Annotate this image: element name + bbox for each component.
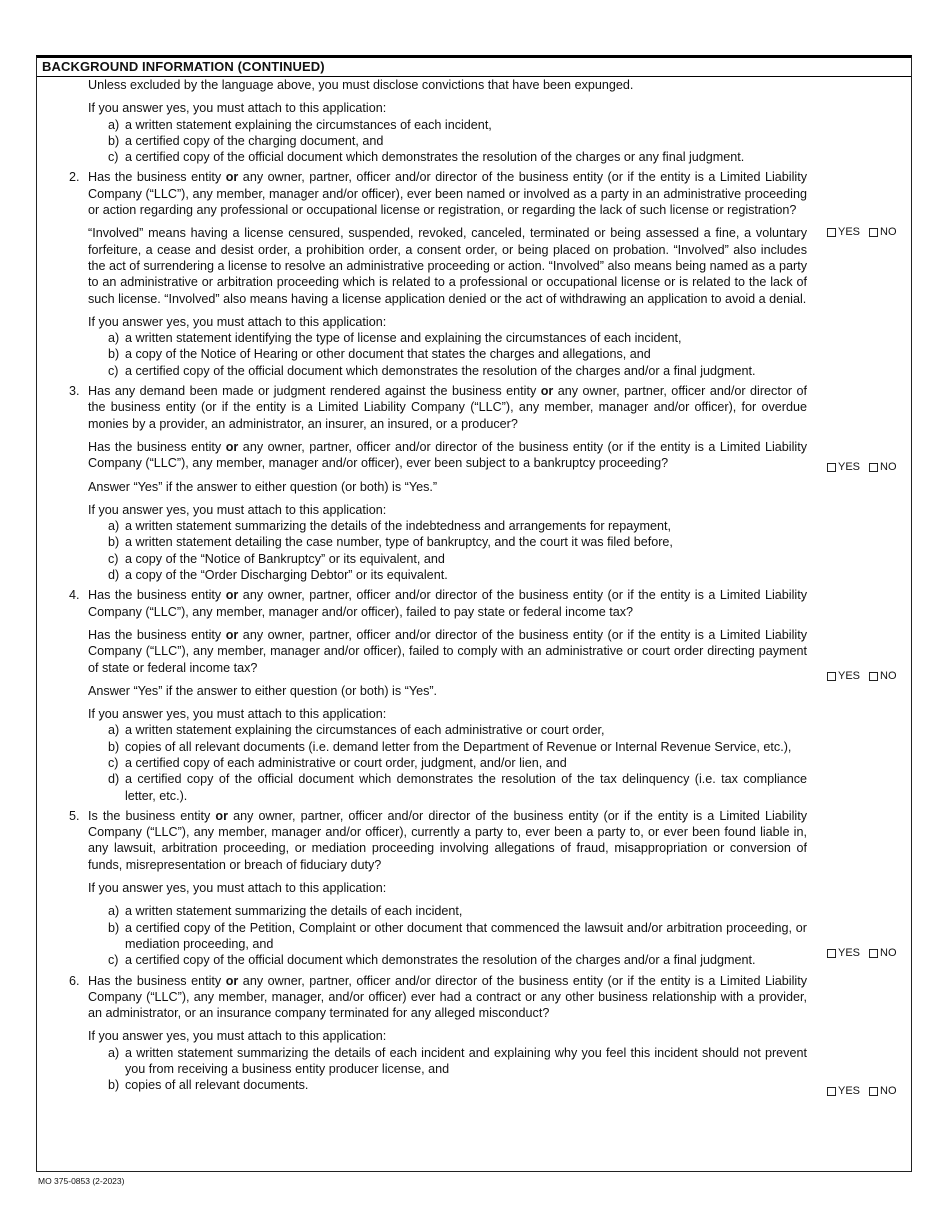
question-text: Is the business entity or any owner, partner, officer and/or director of the business entity (or if the entity is a Limited Liability Company (“LLC”), any member, manager and/or officer), currently a party to, ever been a party to, or ever been found liable in, any lawsuit, arbitration proceeding, or mediation proceeding involving allegations of fraud, misappropriation or conversion of funds, misrepresentation or breach of fiduciary duty? (88, 808, 807, 872)
yes-label: YES (838, 1085, 861, 1097)
question-number: 4. (69, 588, 80, 603)
no-label: NO (880, 226, 897, 238)
attachment-list-item (88, 1045, 807, 1078)
list-item-label: c) (108, 363, 119, 378)
q3-yes-no (827, 461, 897, 473)
attachment-list-item (88, 117, 807, 133)
list-item-label: c) (108, 953, 119, 968)
questions-column (69, 77, 807, 1094)
list-item-text: a certified copy of the official document which demonstrates the resolution of the charges and/or a final judgment. (125, 363, 756, 378)
yes-label: YES (838, 226, 861, 238)
no-label: NO (880, 947, 897, 959)
question-3 (69, 383, 807, 432)
q2-yes-no (827, 226, 897, 238)
question-number: 3. (69, 384, 80, 399)
list-item-label: a) (108, 331, 120, 346)
q6-attach-lead: If you answer yes, you must attach to this application: (88, 1029, 387, 1044)
q3-no-checkbox[interactable] (869, 463, 878, 472)
q5-no-checkbox[interactable] (869, 949, 878, 958)
list-item-label: c) (108, 551, 119, 566)
q4-no-checkbox[interactable] (869, 672, 878, 681)
list-item-label: b) (108, 1078, 120, 1093)
list-item-label: b) (108, 920, 120, 935)
list-item-text: copies of all relevant documents. (125, 1078, 309, 1093)
no-label: NO (880, 670, 897, 682)
q6-yes-checkbox[interactable] (827, 1087, 836, 1096)
attachment-list-item (88, 722, 807, 738)
list-item-text: a copy of the “Order Discharging Debtor” or its equivalent. (125, 568, 448, 583)
question-text: Has the business entity or any owner, partner, officer and/or director of the business entity (or if the entity is a Limited Liability Company (“LLC”), any member, manager and/or officer), failed to pay state or federal income tax? (88, 588, 807, 619)
list-item-label: b) (108, 347, 120, 362)
question-6 (69, 973, 807, 1022)
question-text: Has the business entity or any owner, partner, officer and/or director of the business entity (or if the entity is a Limited Liability Company (“LLC”), any member, manager, and/or officer) ever had a contract or any other business relationship with a provider, an administrator, or an insurance company terminated for any alleged misconduct? (88, 973, 807, 1021)
q4-yes-no (827, 670, 897, 682)
q3-attach-list (88, 518, 807, 583)
attachment-list-item (88, 518, 807, 534)
yes-label: YES (838, 947, 861, 959)
list-item-text: a copy of the Notice of Hearing or other document that states the charges and allegations, and (125, 347, 651, 362)
attachment-list-item (88, 739, 807, 755)
list-item-label: a) (108, 117, 120, 132)
q3-bankruptcy-question: Has the business entity or any owner, partner, officer and/or director of the business entity (or if the entity is a Limited Liability Company (“LLC”), any member, manager and/or officer), ever been subject to a bankruptcy proceeding? (88, 439, 807, 471)
q4-attach-lead: If you answer yes, you must attach to this application: (88, 707, 387, 722)
list-item-text: a certified copy of the official document which demonstrates the resolution of the tax delinquency (i.e. tax compliance letter, etc.). (125, 772, 807, 803)
attachment-list-item (88, 920, 807, 953)
attachment-list-item (88, 755, 807, 771)
list-item-label: c) (108, 150, 119, 165)
list-item-label: b) (108, 739, 120, 754)
q3-either-note: Answer “Yes” if the answer to either question (or both) is “Yes.” (88, 479, 438, 494)
list-item-text: a written statement identifying the type of license and explaining the circumstances of each incident, (125, 331, 682, 346)
q5-yes-no (827, 947, 897, 959)
question-number: 5. (69, 808, 80, 823)
q4-either-note: Answer “Yes” if the answer to either question (or both) is “Yes”. (88, 683, 438, 698)
attachment-list-item (88, 346, 807, 362)
attachment-list-item (88, 149, 807, 165)
list-item-label: b) (108, 133, 120, 148)
yes-label: YES (838, 461, 861, 473)
q5-attach-lead: If you answer yes, you must attach to this application: (88, 881, 387, 896)
list-item-text: a certified copy of the charging document, and (125, 133, 384, 148)
list-item-label: a) (108, 1045, 120, 1060)
q2-yes-checkbox[interactable] (827, 228, 836, 237)
q5-yes-checkbox[interactable] (827, 949, 836, 958)
involved-definition: “Involved” means having a license censured, suspended, revoked, canceled, terminated or being assessed a fine, a voluntary forfeiture, a cease and desist order, a prohibition order, a consent order, or being placed on probation. “Involved” also includes the act of surrendering a license to resolve an administrative proceeding or action. “Involved” also means being named as a party to an administrative or arbitration proceeding which is related to a professional or occupational license or is related to the lack of such license. “Involved” also means having a license application denied or the act of withdrawing an application to avoid a denial. (88, 226, 807, 306)
form-number: MO 375-0853 (2-2023) (38, 1176, 125, 1186)
q4-yes-checkbox[interactable] (827, 672, 836, 681)
attachment-list-item (88, 903, 807, 919)
list-item-label: b) (108, 535, 120, 550)
q2-attach-list (88, 330, 807, 379)
q6-no-checkbox[interactable] (869, 1087, 878, 1096)
list-item-text: a copy of the “Notice of Bankruptcy” or its equivalent, and (125, 551, 445, 566)
question-number: 2. (69, 170, 80, 185)
list-item-label: d) (108, 568, 120, 583)
list-item-label: d) (108, 772, 120, 787)
q2-attach-lead: If you answer yes, you must attach to this application: (88, 314, 387, 329)
list-item-text: a certified copy of the Petition, Complaint or other document that commenced the lawsuit and/or arbitration proceeding, or mediation proceeding, and (125, 920, 807, 951)
no-label: NO (880, 1085, 897, 1097)
question-number: 6. (69, 973, 80, 988)
section-header: BACKGROUND INFORMATION (CONTINUED) (37, 58, 911, 77)
q3-attach-lead: If you answer yes, you must attach to this application: (88, 502, 387, 517)
q6-yes-no (827, 1085, 897, 1097)
list-item-label: c) (108, 755, 119, 770)
question-2 (69, 169, 807, 218)
q5-attach-list (88, 903, 807, 968)
q3-yes-checkbox[interactable] (827, 463, 836, 472)
question-text: Has any demand been made or judgment rendered against the business entity or any owner, partner, officer and/or director of the business entity (or if the entity is a Limited Liability Company (“LLC”), any member, manager and/or officer), for overdue monies by a provider, an administrator, an insurer, an insured, or a producer? (88, 384, 807, 431)
attachment-list-item (88, 133, 807, 149)
q4-court-order-question: Has the business entity or any owner, partner, officer and/or director of the business entity (or if the entity is a Limited Liability Company (“LLC”), any member, manager and/or officer), failed to comply with an administrative or court order directing payment of state or federal income tax? (88, 627, 807, 675)
question-4 (69, 587, 807, 620)
no-label: NO (880, 461, 897, 473)
list-item-text: a written statement summarizing the details of each incident, (125, 904, 463, 919)
list-item-text: copies of all relevant documents (i.e. demand letter from the Department of Revenue or Internal Revenue Service, etc.), (125, 739, 792, 754)
list-item-text: a written statement explaining the circumstances of each incident, (125, 117, 492, 132)
question-text: Has the business entity or any owner, partner, officer and/or director of the business entity (or if the entity is a Limited Liability Company (“LLC”), any member, manager and/or officer), ever been named or involved as a party in an administrative proceeding or action regarding any professional or occupational license or registration, or regarding the lack of such license or registration? (88, 170, 807, 218)
question-5 (69, 808, 807, 873)
list-item-text: a written statement summarizing the details of each incident and explaining why you feel this incident should not prevent you from receiving a business entity producer license, and (125, 1045, 807, 1077)
list-item-text: a written statement explaining the circumstances of each administrative or court order, (125, 723, 605, 738)
attachment-list-item (88, 567, 807, 583)
attachment-list-item (88, 1077, 807, 1093)
q4-attach-list (88, 722, 807, 803)
attachment-list-item (88, 771, 807, 804)
expunged-note: Unless excluded by the language above, you must disclose convictions that have been expunged. (88, 78, 634, 92)
list-item-label: a) (108, 723, 120, 738)
list-item-text: a written statement summarizing the details of the indebtedness and arrangements for repayment, (125, 519, 672, 534)
attachment-list-item (88, 952, 807, 968)
list-item-text: a certified copy of the official document which demonstrates the resolution of the charges and/or a final judgment. (125, 953, 756, 968)
q6-attach-list (88, 1045, 807, 1094)
yes-label: YES (838, 670, 861, 682)
attachment-list-item (88, 363, 807, 379)
list-item-label: a) (108, 904, 120, 919)
intro-attach-list (88, 117, 807, 166)
attachment-list-item (88, 534, 807, 550)
form-content (37, 77, 911, 1171)
attachment-list-item (88, 330, 807, 346)
list-item-label: a) (108, 519, 120, 534)
list-item-text: a written statement detailing the case number, type of bankruptcy, and the court it was filed before, (125, 535, 673, 550)
q2-no-checkbox[interactable] (869, 228, 878, 237)
list-item-text: a certified copy of each administrative or court order, judgment, and/or lien, and (125, 755, 567, 770)
intro-attach-lead: If you answer yes, you must attach to this application: (88, 101, 387, 116)
list-item-text: a certified copy of the official document which demonstrates the resolution of the charges or any final judgment. (125, 150, 745, 165)
background-information-form (36, 55, 912, 1172)
attachment-list-item (88, 551, 807, 567)
